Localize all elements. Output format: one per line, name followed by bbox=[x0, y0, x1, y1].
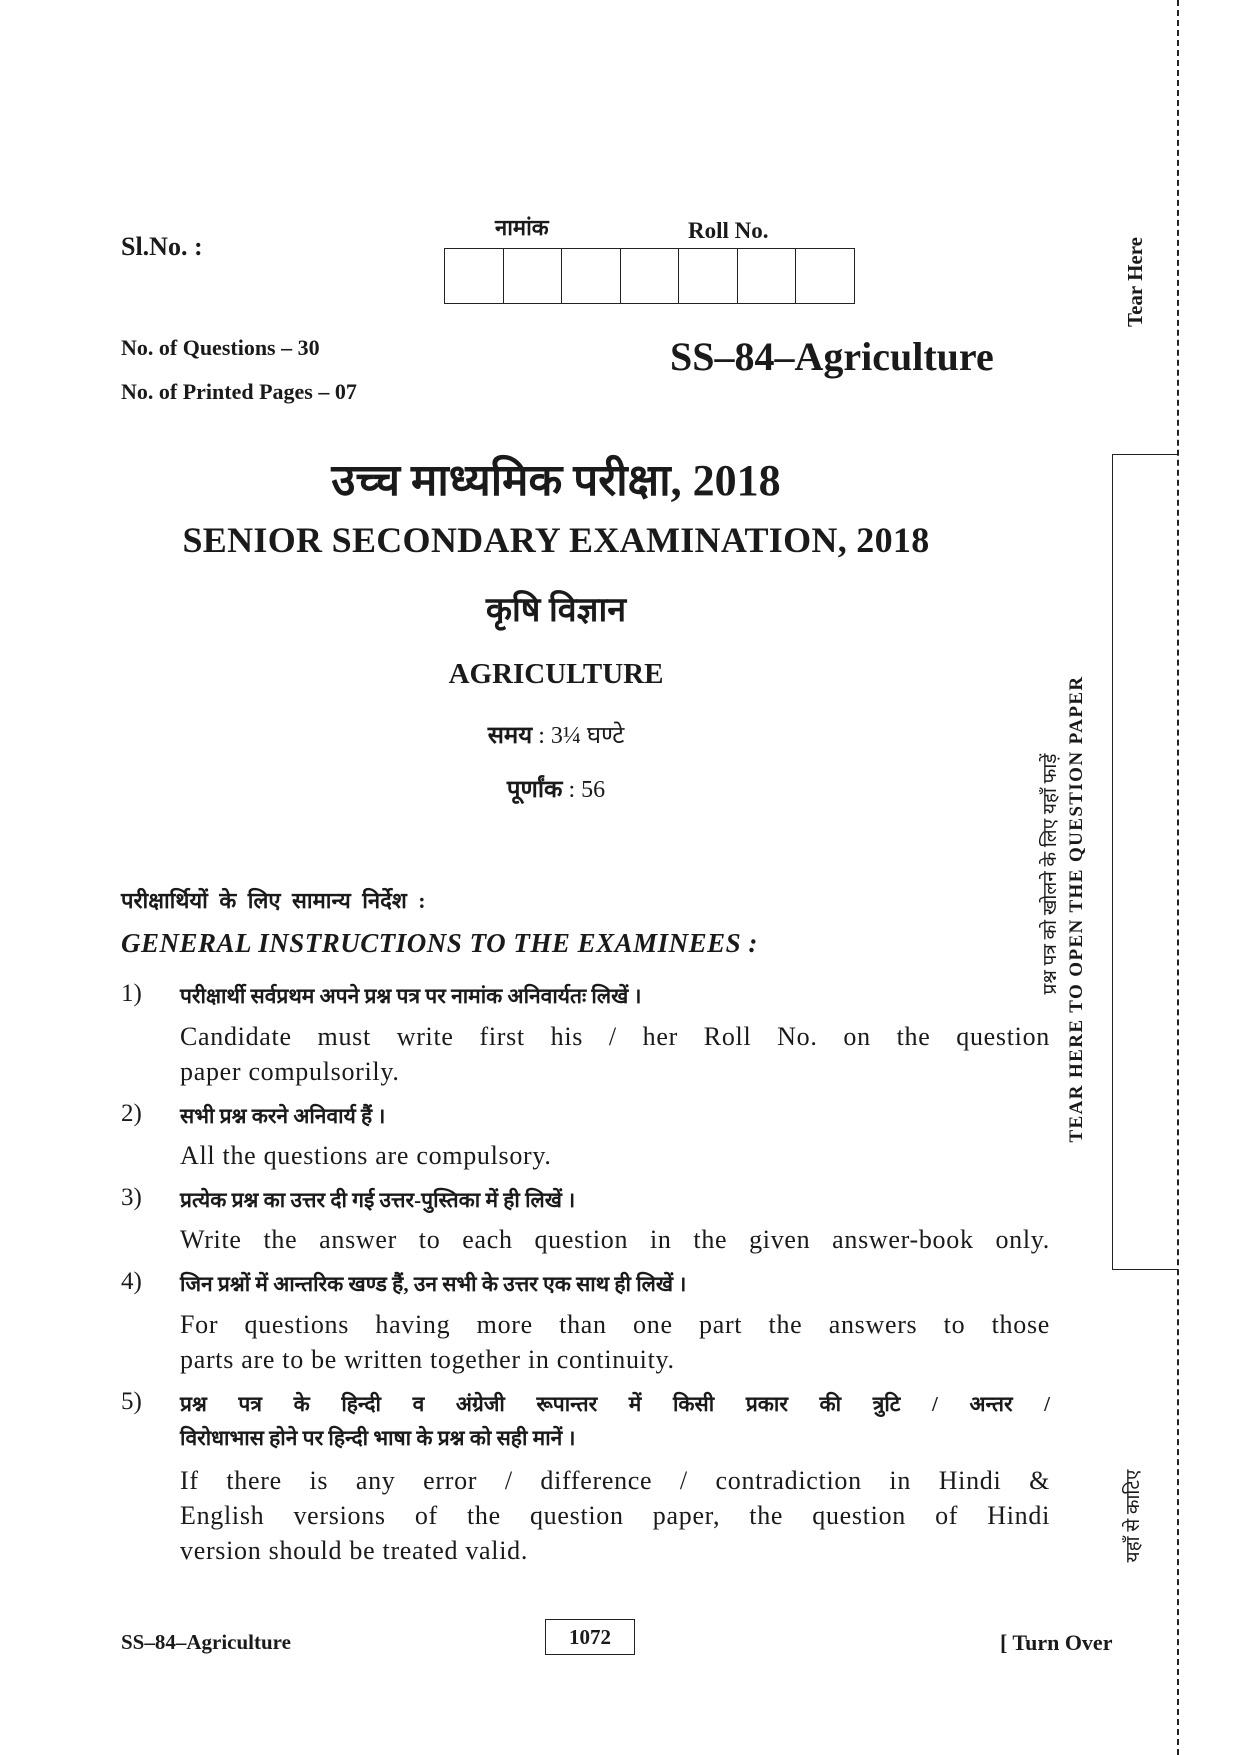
time-value: : 3¼ घण्टे bbox=[538, 723, 625, 749]
instruction-hindi: प्रत्येक प्रश्न का उत्तर दी गई उत्तर-पुस्तिका में ही लिखें । bbox=[180, 1188, 576, 1212]
roll-number-label: Roll No. bbox=[688, 218, 769, 243]
marks-label: पूर्णांक bbox=[506, 777, 563, 803]
instruction-english: If there is any error / difference / contradiction in Hindi & bbox=[180, 1466, 1050, 1495]
time-label: समय bbox=[487, 723, 533, 749]
roll-digit-box[interactable] bbox=[504, 249, 563, 303]
cut-here-label: यहाँ से काटिए bbox=[1123, 1469, 1144, 1563]
roll-digit-box[interactable] bbox=[679, 249, 738, 303]
number-of-pages: No. of Printed Pages – 07 bbox=[121, 379, 357, 404]
subject-title-hindi: कृषि विज्ञान bbox=[485, 592, 627, 629]
instruction-hindi: सभी प्रश्न करने अनिवार्य हैं । bbox=[180, 1104, 386, 1128]
instructions-heading-hindi: परीक्षार्थियों के लिए सामान्य निर्देश : bbox=[121, 888, 426, 913]
serial-number-label: Sl.No. : bbox=[121, 232, 203, 261]
instruction-hindi: परीक्षार्थी सर्वप्रथम अपने प्रश्न पत्र पर नामांक अनिवार्यतः लिखें । bbox=[180, 984, 642, 1008]
exam-title-hindi: उच्च माध्यमिक परीक्षा, 2018 bbox=[331, 456, 781, 505]
tear-instruction-hindi: प्रश्न पत्र को खोलने के लिए यहाँ फाड़ें bbox=[1040, 753, 1061, 995]
turn-over-label: [ Turn Over bbox=[1000, 1630, 1113, 1655]
instruction-number: 2) bbox=[121, 1100, 142, 1127]
roll-number-label-hindi: नामांक bbox=[495, 215, 549, 240]
instruction-number: 4) bbox=[121, 1268, 142, 1295]
exam-title: SENIOR SECONDARY EXAMINATION, 2018 bbox=[182, 520, 930, 560]
instruction-english: Candidate must write first his / her Roll No. on the question bbox=[180, 1022, 1050, 1051]
footer-page-code: 1072 bbox=[545, 1619, 635, 1655]
paper-code: SS–84–Agriculture bbox=[670, 334, 994, 379]
instruction-number: 5) bbox=[121, 1388, 142, 1415]
instruction-english: All the questions are compulsory. bbox=[180, 1141, 552, 1170]
exam-duration bbox=[0, 718, 1112, 751]
footer-paper-code: SS–84–Agriculture bbox=[121, 1630, 291, 1654]
instruction-english: English versions of the question paper, the question of Hindi bbox=[180, 1501, 1050, 1530]
roll-number-boxes[interactable] bbox=[444, 248, 855, 304]
subject-title: AGRICULTURE bbox=[448, 658, 664, 690]
max-marks bbox=[0, 772, 1112, 805]
instruction-english: version should be treated valid. bbox=[180, 1536, 529, 1565]
instruction-number: 1) bbox=[121, 980, 142, 1007]
tear-instruction-box bbox=[1112, 454, 1178, 1270]
instruction-english: Write the answer to each question in the given answer-book only. bbox=[180, 1225, 1050, 1254]
instruction-english: For questions having more than one part the answers to those bbox=[180, 1310, 1050, 1339]
tear-here-label: Tear Here bbox=[1123, 237, 1147, 328]
instruction-hindi: प्रश्न पत्र के हिन्दी व अंग्रेजी रूपान्तर में किसी प्रकार की त्रुटि / अन्तर / bbox=[180, 1392, 1050, 1416]
roll-digit-box[interactable] bbox=[796, 249, 854, 303]
instruction-hindi: विरोधाभास होने पर हिन्दी भाषा के प्रश्न को सही मानें । bbox=[180, 1426, 576, 1450]
roll-digit-box[interactable] bbox=[621, 249, 680, 303]
instruction-english: parts are to be written together in continuity. bbox=[180, 1345, 675, 1374]
tear-instruction: TEAR HERE TO OPEN THE QUESTION PAPER bbox=[1066, 675, 1087, 1143]
instruction-number: 3) bbox=[121, 1184, 142, 1211]
roll-digit-box[interactable] bbox=[445, 249, 504, 303]
instruction-hindi: जिन प्रश्नों में आन्तरिक खण्ड हैं, उन सभी के उत्तर एक साथ ही लिखें । bbox=[180, 1272, 687, 1296]
instruction-english: paper compulsorily. bbox=[180, 1057, 400, 1086]
marks-value: : 56 bbox=[568, 777, 606, 803]
number-of-questions: No. of Questions – 30 bbox=[121, 335, 320, 360]
roll-digit-box[interactable] bbox=[562, 249, 621, 303]
roll-digit-box[interactable] bbox=[738, 249, 797, 303]
instructions-heading: GENERAL INSTRUCTIONS TO THE EXAMINEES : bbox=[121, 928, 758, 958]
